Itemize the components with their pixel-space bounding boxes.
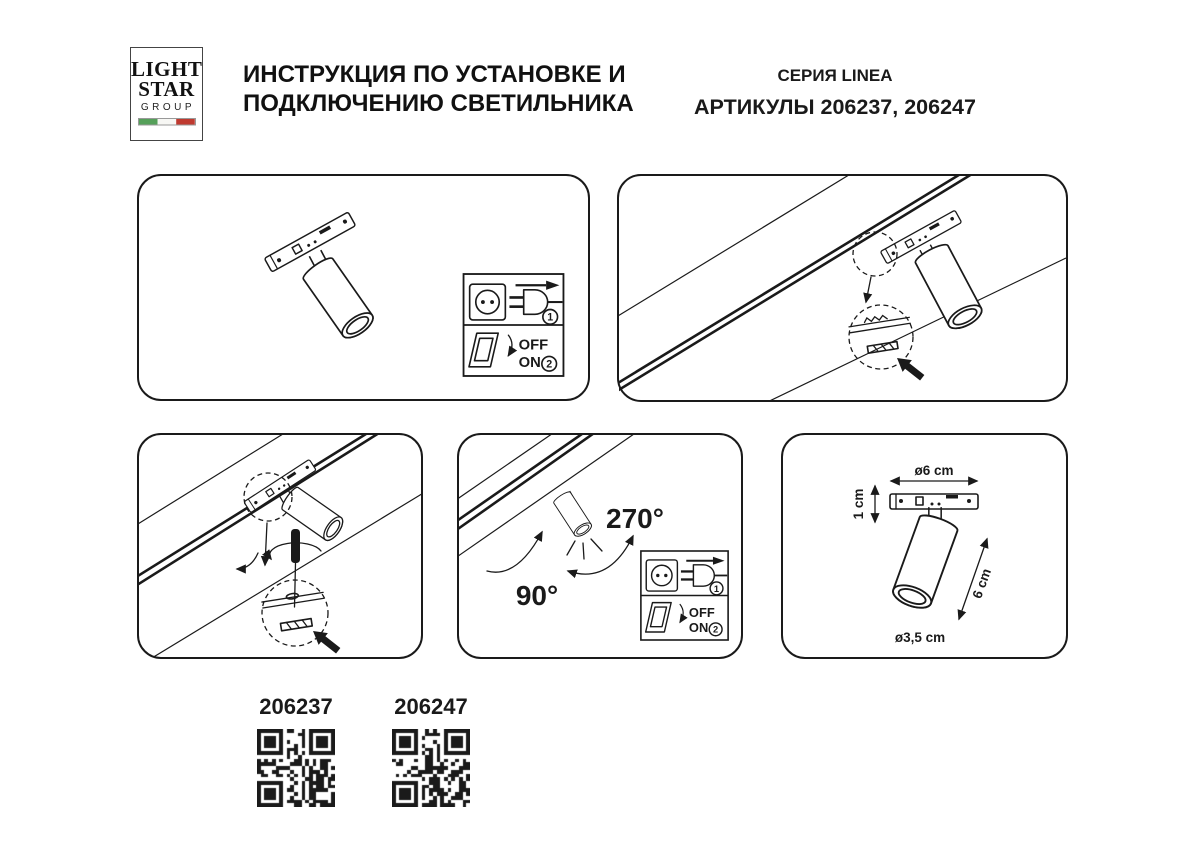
step-1-illustration (139, 176, 588, 399)
qr-code-1 (257, 729, 335, 807)
qr-label-206247: 206247 (394, 694, 468, 719)
logo-word-star: STAR (138, 77, 195, 101)
title-line-2: ПОДКЛЮЧЕНИЮ СВЕТИЛЬНИКА (243, 90, 634, 117)
articles-label: АРТИКУЛЫ 206237, 206247 (694, 95, 976, 119)
track-adapter-icon (890, 494, 978, 509)
spotlight-cylinder-icon (552, 490, 593, 539)
track-width-label: ø6 cm (914, 463, 954, 478)
push-clip-arrow-icon (308, 625, 342, 657)
series-block (665, 66, 1005, 120)
angle-90-label: 90° (515, 580, 559, 611)
step-3-illustration (139, 435, 421, 657)
track-height-label: 1 cm (851, 488, 866, 520)
body-length-label: 6 cm (969, 566, 995, 601)
rotate-270-arrow-icon (568, 536, 633, 574)
spotlight-cylinder-icon (890, 512, 959, 612)
pointer-arrow-icon (265, 523, 267, 565)
logo-word-group: GROUP (140, 102, 196, 113)
track-rail (619, 176, 1066, 400)
track-rail (459, 435, 644, 561)
italian-flag-bar (138, 118, 196, 126)
step-1-panel (137, 174, 590, 401)
power-instructions-box (641, 551, 728, 640)
track-adapter-icon (264, 212, 355, 272)
series-label: СЕРИЯ LINEA (777, 66, 893, 85)
logo-word-light: LIGHT (131, 57, 203, 81)
qr-label-206237: 206237 (259, 694, 333, 719)
spotlight-cylinder-icon (280, 485, 347, 543)
power-instructions-box (464, 274, 564, 376)
spotlight-cylinder-icon (913, 241, 985, 333)
spotlight-cylinder-icon (301, 255, 377, 343)
qr-code-2 (392, 729, 470, 807)
rotate-90-arrow-icon (487, 532, 542, 572)
dimensions-illustration (783, 435, 1066, 657)
step-4-illustration (459, 435, 741, 657)
angle-270-label: 270° (606, 503, 664, 534)
light-rays-icon (567, 539, 602, 559)
step-4-panel (457, 433, 743, 659)
page-title (243, 60, 634, 118)
pointer-arrow-icon (866, 277, 871, 302)
body-diameter-label: ø3,5 cm (894, 630, 946, 645)
title-line-1: ИНСТРУКЦИЯ ПО УСТАНОВКЕ И (243, 61, 626, 88)
push-clip-arrow-icon (892, 352, 926, 384)
rotate-hook-arrow-icon (237, 553, 258, 569)
step-2-panel (617, 174, 1068, 402)
lock-clip-detail (848, 311, 914, 355)
lightstar-logo (130, 47, 203, 141)
dimensions-panel (781, 433, 1068, 659)
step-2-illustration (619, 176, 1066, 400)
step-3-panel (137, 433, 423, 659)
